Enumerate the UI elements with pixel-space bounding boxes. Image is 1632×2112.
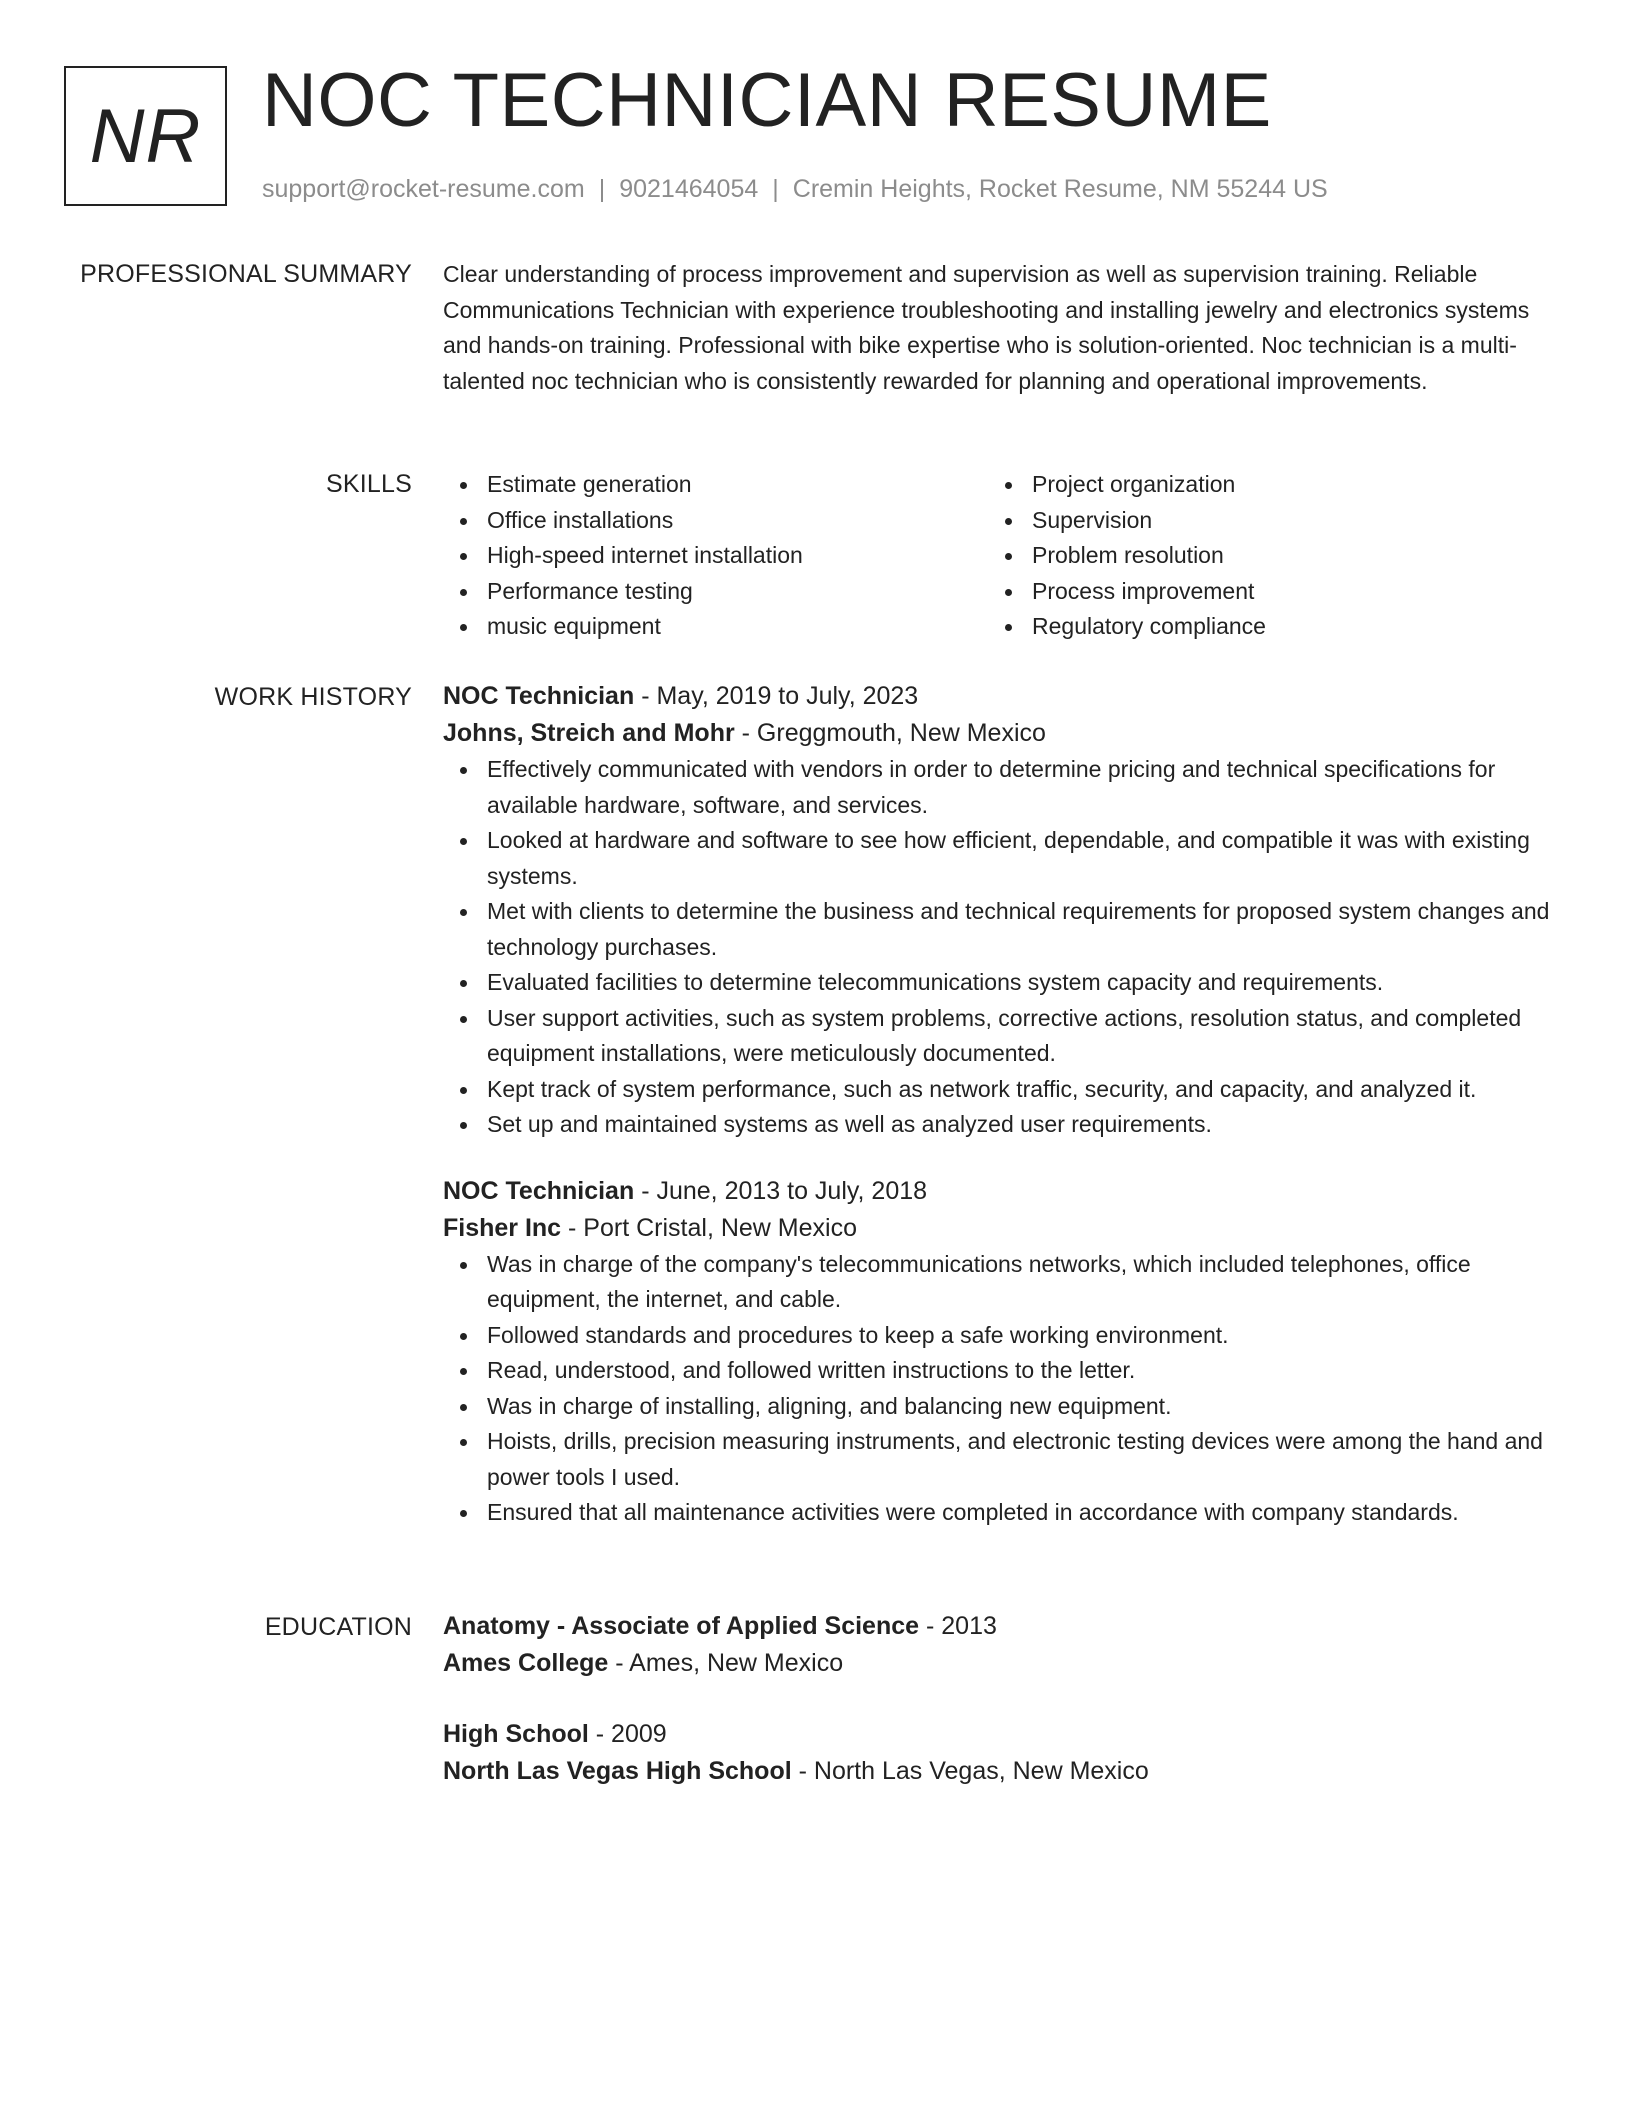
job-bullet: Looked at hardware and software to see how efficient, dependable, and compatible it was with existing systems. — [443, 823, 1563, 894]
job-title-line — [443, 1173, 1563, 1210]
job-company: Fisher Inc — [443, 1213, 562, 1242]
job-location: - Port Cristal, New Mexico — [561, 1213, 857, 1242]
education-entry — [443, 1716, 1563, 1790]
job-bullet: Read, understood, and followed written instructions to the letter. — [443, 1353, 1563, 1389]
job-bullets — [443, 1247, 1563, 1531]
education-school: Ames College — [443, 1649, 609, 1677]
education-location: - North Las Vegas, New Mexico — [791, 1757, 1149, 1785]
job-entry — [443, 1173, 1563, 1531]
section-label-summary: PROFESSIONAL SUMMARY — [80, 260, 412, 288]
job-company: Johns, Streich and Mohr — [443, 719, 735, 747]
skill-item: Estimate generation — [443, 467, 988, 503]
job-bullet: Met with clients to determine the business and technical requirements for proposed system changes and technology purchases. — [443, 894, 1563, 965]
section-label-education: EDUCATION — [264, 1613, 412, 1641]
job-title-line — [443, 678, 1563, 715]
education-school-line — [443, 1645, 1563, 1682]
contact-line — [262, 173, 1328, 205]
job-bullet: Followed standards and procedures to keep a safe working environment. — [443, 1318, 1563, 1354]
contact-phone: 9021464054 — [619, 175, 759, 203]
skill-item: music equipment — [443, 609, 988, 645]
skill-item: Regulatory compliance — [988, 609, 1533, 645]
skill-item: Process improvement — [988, 574, 1533, 610]
contact-address: Cremin Heights, Rocket Resume, NM 55244 US — [792, 175, 1328, 203]
section-label-skills: SKILLS — [326, 470, 412, 498]
education-entry — [443, 1608, 1563, 1682]
skills-list-left — [443, 467, 988, 645]
job-company-line — [443, 1210, 1563, 1247]
contact-email: support@rocket-resume.com — [262, 175, 585, 203]
education-degree: High School — [443, 1720, 589, 1748]
skill-item: Supervision — [988, 503, 1533, 539]
contact-separator: | — [772, 175, 779, 203]
job-bullet: Ensured that all maintenance activities were completed in accordance with company standards. — [443, 1495, 1563, 1531]
education-school-line — [443, 1753, 1563, 1790]
contact-separator: | — [598, 175, 606, 203]
job-bullet: Effectively communicated with vendors in order to determine pricing and technical specifications for available hardware, software, and services. — [443, 752, 1563, 823]
education-year: - 2009 — [588, 1720, 667, 1748]
job-bullet: User support activities, such as system problems, corrective actions, resolution status, and completed equipment installations, were meticulously documented. — [443, 1001, 1563, 1072]
job-dates: - May, 2019 to July, 2023 — [634, 682, 919, 710]
education-location: - Ames, New Mexico — [608, 1649, 844, 1677]
summary-text: Clear understanding of process improvement and supervision as well as supervision training. Reliable Communications Technician with experience troubleshooting and installing jewelry and electronics systems and hands-on training. Professional with bike expertise who is solution-oriented. Noc technician is a multi-talented noc technician who is consistently rewarded for planning and operational improvements. — [443, 261, 1530, 394]
education-degree: Anatomy - Associate of Applied Science — [443, 1612, 920, 1640]
job-company-line — [443, 715, 1563, 752]
job-dates: - June, 2013 to July, 2018 — [634, 1176, 928, 1205]
education-school: North Las Vegas High School — [443, 1757, 792, 1785]
job-title: NOC Technician — [443, 682, 635, 710]
job-bullet: Was in charge of the company's telecommunications networks, which included telephones, office equipment, the internet, and cable. — [443, 1247, 1563, 1318]
job-bullet: Was in charge of installing, aligning, and balancing new equipment. — [443, 1389, 1563, 1425]
skills-grid — [443, 467, 1563, 645]
job-bullet: Set up and maintained systems as well as analyzed user requirements. — [443, 1107, 1563, 1143]
job-title: NOC Technician — [443, 1176, 635, 1205]
education-degree-line — [443, 1716, 1563, 1753]
job-entry — [443, 678, 1563, 1143]
resume-title: NOC TECHNICIAN RESUME — [262, 58, 1272, 143]
job-bullet: Evaluated facilities to determine telecommunications system capacity and requirements. — [443, 965, 1563, 1001]
section-label-work: WORK HISTORY — [214, 683, 412, 711]
monogram-initials: NR — [89, 93, 202, 179]
job-location: - Greggmouth, New Mexico — [734, 719, 1046, 747]
education-year: - 2013 — [919, 1612, 997, 1640]
education-degree-line — [443, 1608, 1563, 1645]
skill-item: High-speed internet installation — [443, 538, 988, 574]
job-bullet: Hoists, drills, precision measuring instruments, and electronic testing devices were among the hand and power tools I used. — [443, 1424, 1563, 1495]
skill-item: Performance testing — [443, 574, 988, 610]
job-bullets — [443, 752, 1563, 1143]
skill-item: Problem resolution — [988, 538, 1533, 574]
job-bullet: Kept track of system performance, such as network traffic, security, and capacity, and analyzed it. — [443, 1072, 1563, 1108]
skills-list-right — [988, 467, 1533, 645]
monogram-logo — [64, 66, 227, 206]
skill-item: Office installations — [443, 503, 988, 539]
skill-item: Project organization — [988, 467, 1533, 503]
